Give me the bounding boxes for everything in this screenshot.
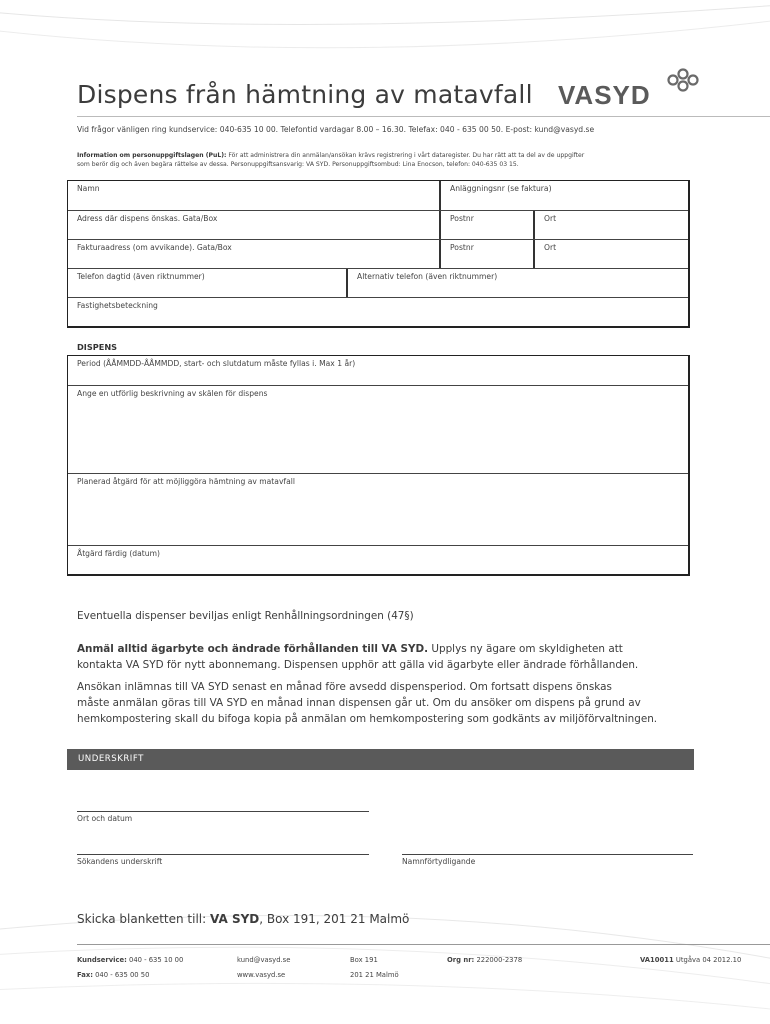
alt-telefon-field[interactable]: Alternativ telefon (även riktnummer): [346, 269, 689, 297]
info-p2-line2: kontakta VA SYD för nytt abonnemang. Dispensen upphör att gälla vid ägarbyte eller ändrade förhållanden.: [77, 659, 639, 671]
form-id: VA10011: [640, 956, 674, 964]
info-p3-line2: måste anmälan göras till VA SYD en månad innan dispensen går ut. Om du ansöker om dispens på grund av: [77, 697, 641, 709]
pul-title: Information om personuppgiftslagen (PuL):: [77, 152, 227, 159]
send-org: VA SYD: [210, 912, 260, 926]
header-divider: [77, 116, 770, 117]
pul-text-2: som berör dig och även begära rättelse av dessa. Personuppgiftsansvarig: VA SYD. Personuppgiftsombud: Lina Enocson, telefon: 040-635 03 15.: [77, 161, 519, 168]
info-p1: Eventuella dispenser beviljas enligt Renhållningsordningen (47§): [77, 610, 414, 622]
contact-info: Vid frågor vänligen ring kundservice: 040-635 10 00. Telefontid vardagar 8.00 – 16.30. Telefax: 040 - 635 00 50. E-post: kund@vasyd.se: [77, 125, 595, 134]
anlaggningsnr-field[interactable]: Anläggningsnr (se faktura): [439, 181, 689, 210]
info-p2-bold: Anmäl alltid ägarbyte och ändrade förhållanden till VA SYD.: [77, 643, 429, 655]
fakturaadress-field[interactable]: Fakturaadress (om avvikande). Gata/Box: [77, 243, 232, 252]
namn-field[interactable]: Namn: [77, 184, 100, 193]
org-label: Org nr:: [447, 956, 475, 964]
fax-label: Fax:: [77, 971, 93, 979]
footer-kundservice: [77, 956, 183, 964]
info-p3-line3: hemkompostering skall du bifoga kopia på anmälan om hemkompostering som godkänts av miljöförvaltningen.: [77, 713, 658, 725]
namnfortydligande-line[interactable]: [402, 854, 693, 855]
ort-field[interactable]: Ort: [533, 211, 689, 239]
page-title: Dispens från hämtning av matavfall: [77, 80, 533, 109]
footer-org: [447, 956, 522, 964]
signature-label: Sökandens underskrift: [77, 857, 163, 866]
vasyd-logo: [558, 64, 708, 108]
row-fardig: [68, 546, 688, 575]
row-property: [68, 298, 688, 327]
applicant-form: [67, 180, 690, 328]
send-to: [77, 912, 409, 926]
row-address: [68, 211, 688, 240]
dispens-form: [67, 355, 690, 576]
info-p3-line1: Ansökan inlämnas till VA SYD senast en månad före avsedd dispensperiod. Om fortsatt dispens önskas: [77, 681, 612, 693]
dispens-heading: DISPENS: [77, 342, 118, 352]
footer-web[interactable]: www.vasyd.se: [237, 971, 286, 979]
ort-invoice-field[interactable]: Ort: [533, 240, 689, 268]
logo-text: VASYD: [558, 80, 651, 108]
footer-divider: [77, 944, 770, 945]
signature-heading-bar: [67, 749, 694, 770]
info-p2: [77, 641, 638, 673]
telefon-field[interactable]: Telefon dagtid (även riktnummer): [77, 272, 205, 281]
pul-notice: [77, 151, 677, 169]
postnr-field[interactable]: Postnr: [439, 211, 533, 239]
signature-heading: UNDERSKRIFT: [78, 754, 144, 764]
row-phone: [68, 269, 688, 298]
footer-form-id: [640, 956, 741, 964]
send-address: , Box 191, 201 21 Malmö: [259, 912, 410, 926]
row-atgard: [68, 474, 688, 546]
kundservice-label: Kundservice:: [77, 956, 127, 964]
fastighet-field[interactable]: Fastighetsbeteckning: [77, 301, 158, 310]
namnfortydligande-label: Namnförtydligande: [402, 857, 476, 866]
beskrivning-field[interactable]: Ange en utförlig beskrivning av skälen för dispens: [77, 389, 268, 398]
adress-field[interactable]: Adress där dispens önskas. Gata/Box: [77, 214, 218, 223]
postnr-invoice-field[interactable]: Postnr: [439, 240, 533, 268]
ort-datum-line[interactable]: [77, 811, 369, 812]
send-prefix: Skicka blanketten till:: [77, 912, 210, 926]
row-period: [68, 356, 688, 386]
signature-line[interactable]: [77, 854, 369, 855]
footer-city: 201 21 Malmö: [350, 971, 399, 979]
ort-datum-label: Ort och datum: [77, 814, 133, 823]
pul-text-1: För att administrera din anmälan/ansökan krävs registrering i vårt dataregister. Du har rätt att ta del av de uppgifter: [226, 152, 585, 159]
org-number: 222000-2378: [474, 956, 523, 964]
atgard-field[interactable]: Planerad åtgärd för att möjliggöra hämtning av matavfall: [77, 477, 295, 486]
row-beskrivning: [68, 386, 688, 474]
kundservice-phone: 040 - 635 10 00: [126, 956, 184, 964]
footer-fax: [77, 971, 149, 979]
footer-email[interactable]: kund@vasyd.se: [237, 956, 291, 964]
form-edition: Utgåva 04 2012.10: [673, 956, 742, 964]
row-name: [68, 181, 688, 211]
info-p2-rest: Upplys ny ägare om skyldigheten att: [428, 643, 623, 655]
fardig-field[interactable]: Åtgärd färdig (datum): [77, 549, 160, 558]
fax-number: 040 - 635 00 50: [92, 971, 150, 979]
info-p3: [77, 679, 657, 727]
period-field[interactable]: Period (ÅÅMMDD-ÅÅMMDD, start- och slutdatum måste fyllas i. Max 1 år): [77, 359, 356, 368]
row-invoice: [68, 240, 688, 269]
footer-box: Box 191: [350, 956, 378, 964]
